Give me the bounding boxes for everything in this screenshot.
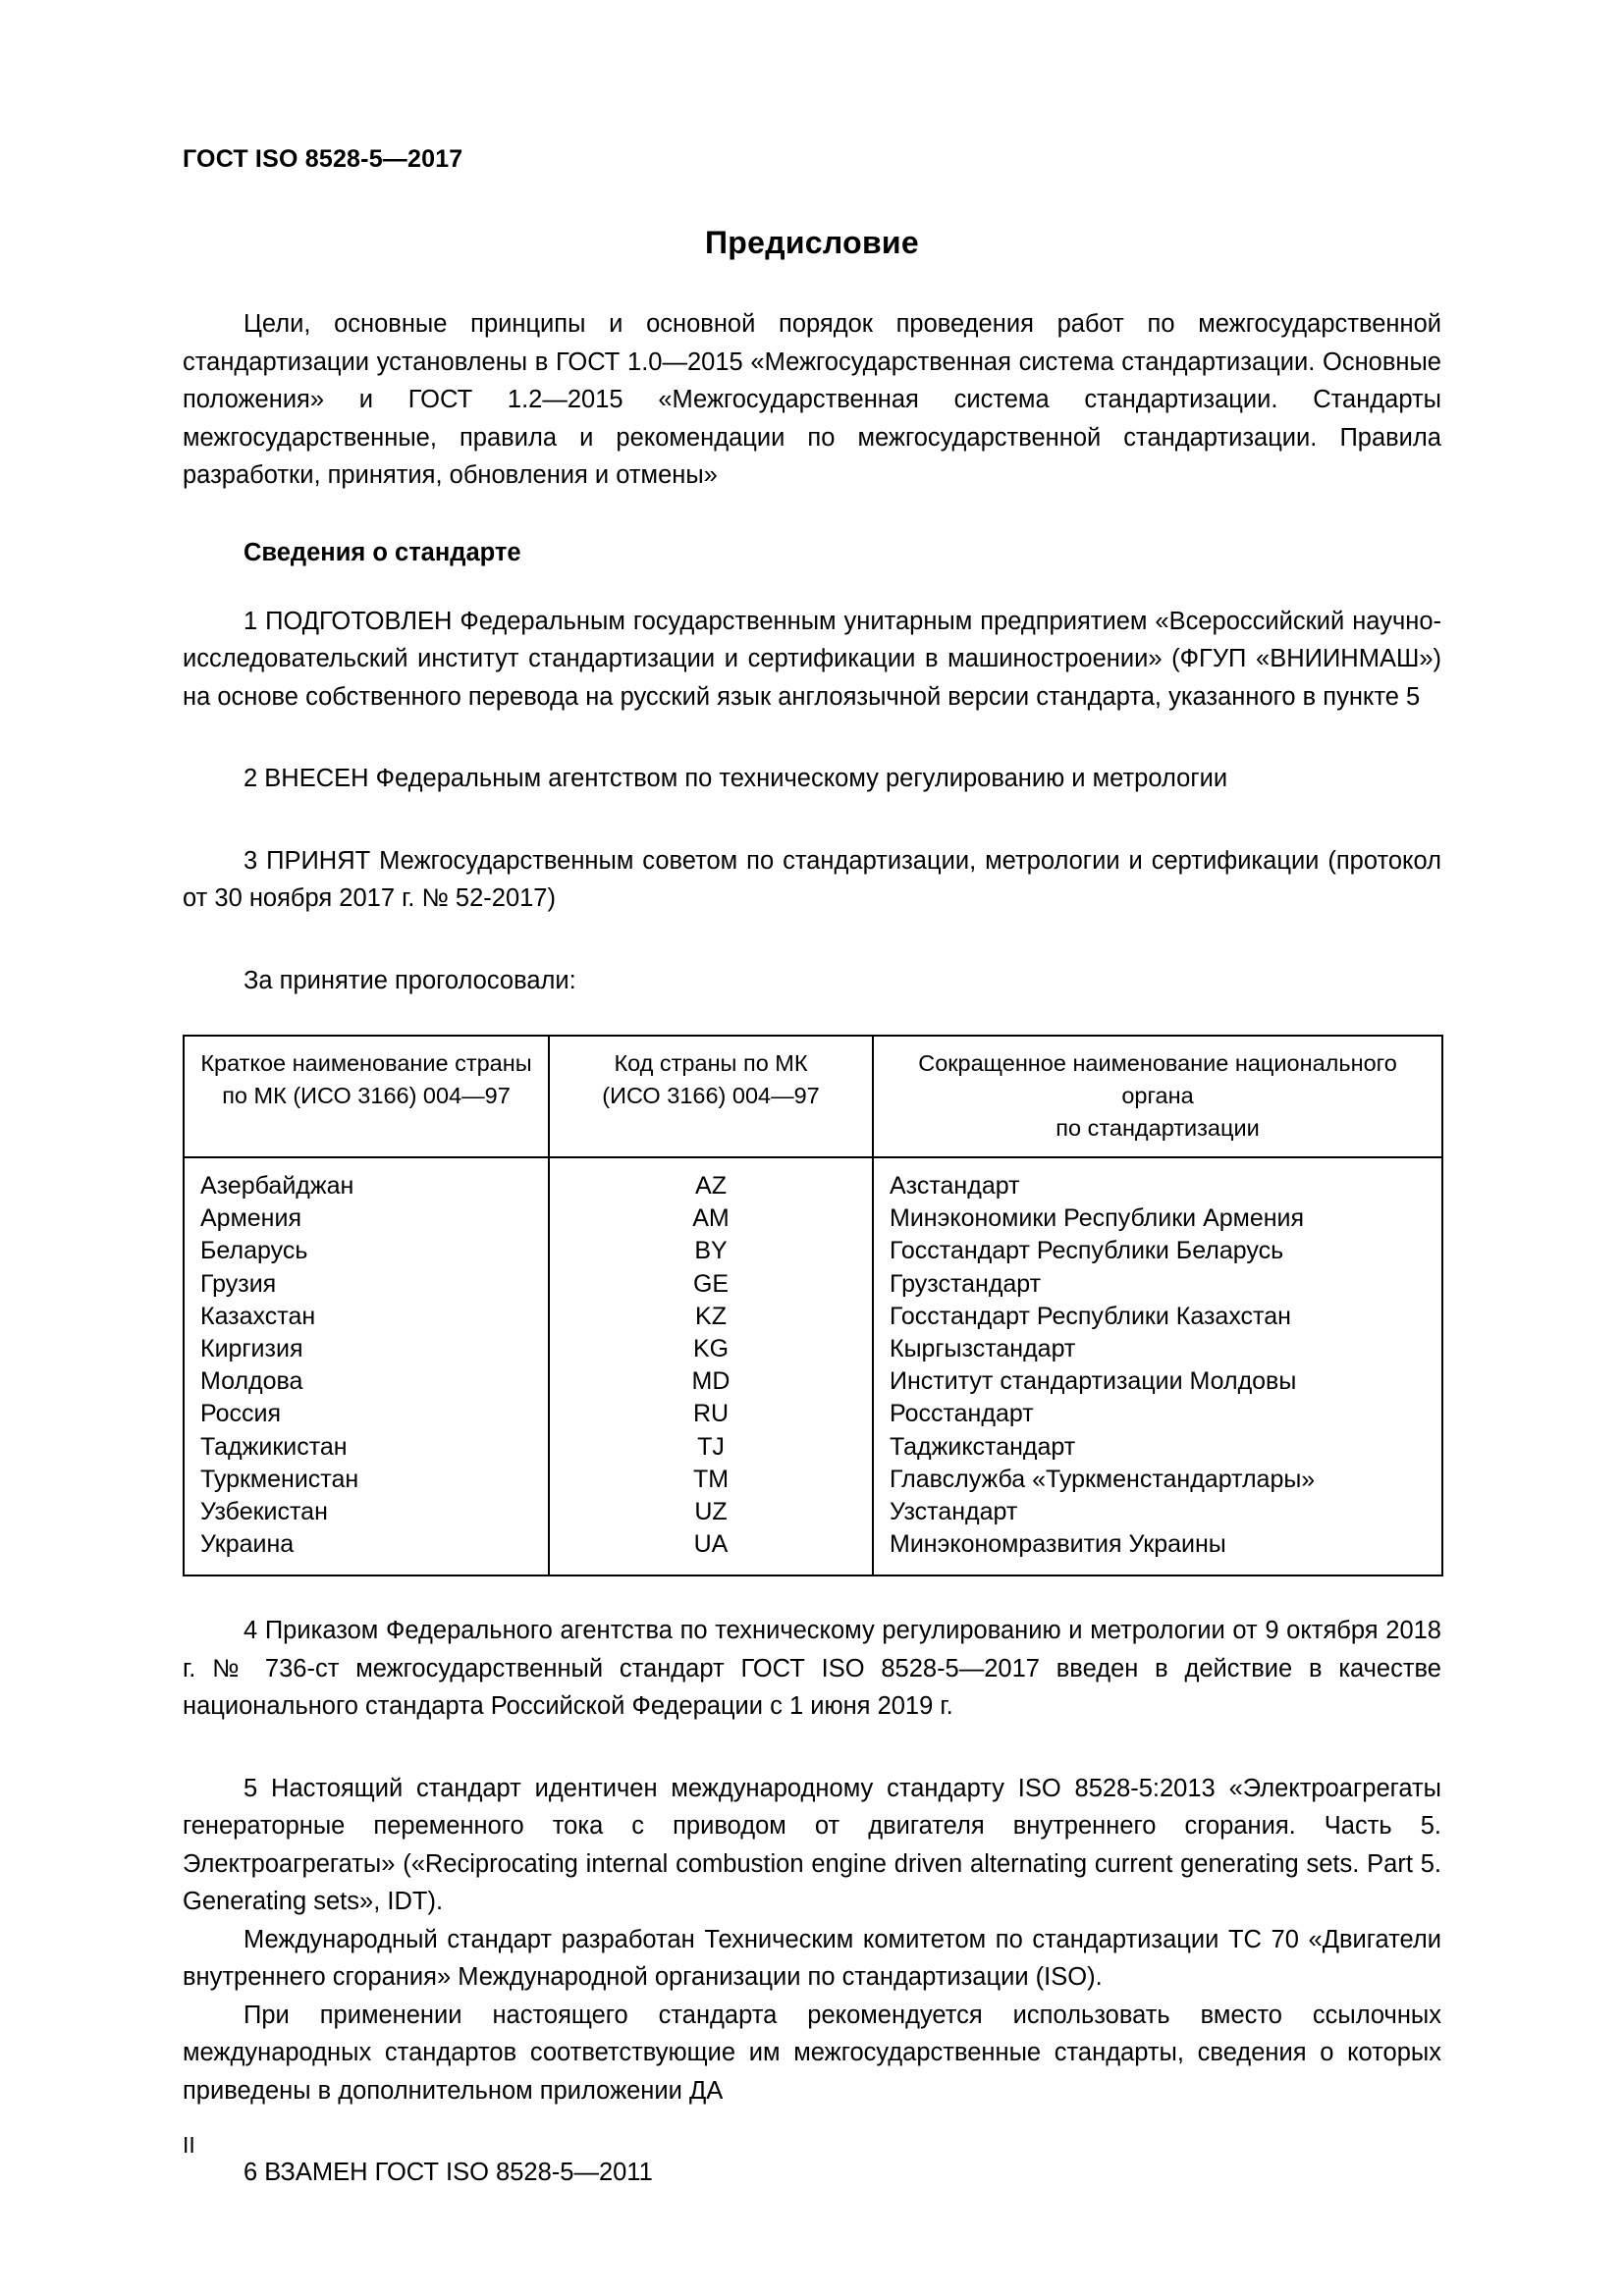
list-item: Грузстандарт: [890, 1269, 1042, 1298]
page-content: [183, 0, 1441, 2192]
vote-table-container: [183, 1035, 1441, 1576]
list-item: Украина: [200, 1530, 295, 1559]
column-header-country-name-line2: по МК (ИСО 3166) 004—97: [222, 1083, 511, 1108]
list-item: Институт стандартизации Молдовы: [890, 1367, 1297, 1396]
list-item: UZ: [694, 1498, 728, 1526]
detail-item-6: 6 ВЗАМЕН ГОСТ ISO 8528-5—2011: [244, 2159, 653, 2187]
column-header-country-code-line1: Код страны по МК: [614, 1050, 808, 1076]
list-item: Казахстан: [200, 1302, 316, 1330]
column-header-national-body-line2: по стандартизации: [1056, 1115, 1260, 1141]
country-code-list: [550, 1158, 872, 1575]
vote-intro-text: За принятие проголосовали:: [244, 966, 576, 994]
list-item: Туркменистан: [200, 1465, 359, 1493]
section-heading-standard-details: Сведения о стандарте: [244, 538, 521, 566]
vote-table-body: [184, 1157, 1442, 1575]
detail-item-1: 1 ПОДГОТОВЛЕН Федеральным государственным унитарным предприятием «Всероссийский научно-исследовательский институт стандартизации и сертификации в машиностроении» (ФГУП «ВНИИНМАШ») на основе собственного перевода на русский язык англоязычной версии стандарта, указанного в пункте 5: [183, 607, 1441, 711]
list-item: Азстандарт: [890, 1172, 1020, 1200]
list-item: KZ: [695, 1302, 727, 1330]
list-item: Беларусь: [200, 1237, 308, 1265]
vote-table: [183, 1035, 1443, 1576]
list-item: Госстандарт Республики Беларусь: [890, 1237, 1284, 1265]
list-item: BY: [694, 1237, 728, 1265]
column-header-national-body: [873, 1036, 1442, 1157]
list-item: Минэкономразвития Украины: [890, 1530, 1226, 1559]
list-item: Минэкономики Республики Армения: [890, 1204, 1305, 1233]
cell-national-bodies: [873, 1157, 1442, 1575]
country-name-list: [185, 1158, 548, 1575]
intro-paragraph: Цели, основные принципы и основной порядок проведения работ по межгосударственной стандартизации установлены в ГОСТ 1.0—2015 «Межгосударственная система стандартизации. Основные положения» и ГОСТ 1.2—2015 «Межгосударственная система стандартизации. Стандарты межгосударственные, правила и рекомендации по межгосударственной стандартизации. Правила разработки, принятия, обновления и отмены»: [183, 310, 1441, 489]
list-item: Узбекистан: [200, 1498, 328, 1526]
column-header-country-code-line2: (ИСО 3166) 004—97: [602, 1083, 820, 1108]
detail-item-5-note-1: Международный стандарт разработан Техническим комитетом по стандартизации ТС 70 «Двигатели внутреннего сгорания» Международной организации по стандартизации (ISO).: [183, 1925, 1441, 1992]
list-item: Узстандарт: [890, 1498, 1018, 1526]
list-item: Азербайджан: [200, 1172, 354, 1200]
cell-country-codes: [549, 1157, 873, 1575]
list-item: RU: [692, 1400, 730, 1428]
list-item: AM: [692, 1204, 730, 1233]
list-item: Таджикистан: [200, 1432, 348, 1461]
list-item: Таджикстандарт: [890, 1432, 1076, 1461]
list-item: AZ: [695, 1172, 727, 1200]
detail-item-2: 2 ВНЕСЕН Федеральным агентством по техническому регулированию и метрологии: [244, 765, 1228, 792]
list-item: Россия: [200, 1400, 281, 1428]
column-header-country-code: [549, 1036, 873, 1157]
list-item: KG: [692, 1335, 730, 1363]
list-item: Армения: [200, 1204, 301, 1233]
list-item: TJ: [697, 1432, 725, 1461]
list-item: MD: [691, 1367, 731, 1396]
page-number: II: [183, 2132, 195, 2158]
list-item: Кыргызстандарт: [890, 1335, 1076, 1363]
document-header-standard-number: ГОСТ ISO 8528-5—2017: [183, 145, 463, 173]
list-item: TM: [692, 1465, 730, 1493]
column-header-country-name: [184, 1036, 549, 1157]
list-item: Госстандарт Республики Казахстан: [890, 1302, 1291, 1330]
detail-item-3: 3 ПРИНЯТ Межгосударственным советом по стандартизации, метрологии и сертификации (протокол от 30 ноября 2017 г. № 52-2017): [183, 846, 1441, 912]
cell-country-names: [184, 1157, 549, 1575]
national-body-list: [874, 1158, 1441, 1575]
column-header-country-name-line1: Краткое наименование страны: [200, 1050, 532, 1076]
detail-item-5: 5 Настоящий стандарт идентичен международному стандарту ISO 8528-5:2013 «Электроагрегаты генераторные переменного тока с приводом от двигателя внутреннего сгорания. Часть 5. Электроагрегаты» («Reciprocating internal combustion engine driven alternating current generating sets. Part 5. Generating sets», IDT).: [183, 1774, 1441, 1916]
page-title: Предисловие: [704, 225, 920, 260]
detail-item-4: 4 Приказом Федерального агентства по техническому регулированию и метрологии от 9 октября 2018 г. № 736-ст межгосударственный стандарт ГОСТ ISO 8528-5—2017 введен в действие в качестве национального стандарта Российской Федерации с 1 июня 2019 г.: [183, 1617, 1441, 1721]
list-item: GE: [692, 1269, 730, 1298]
list-item: UA: [693, 1530, 729, 1559]
list-item: Главслужба «Туркменстандартлары»: [890, 1465, 1316, 1493]
vote-table-header-row: [184, 1036, 1442, 1157]
list-item: Росстандарт: [890, 1400, 1034, 1428]
detail-item-5-note-2: При применении настоящего стандарта рекомендуется использовать вместо ссылочных международных стандартов соответствующие им межгосударственные стандарты, сведения о которых приведены в дополнительном приложении ДА: [183, 2001, 1441, 2105]
vote-table-head: [184, 1036, 1442, 1157]
list-item: Молдова: [200, 1367, 303, 1396]
column-header-national-body-line1: Сокращенное наименование национального органа: [918, 1050, 1397, 1108]
table-row: [184, 1157, 1442, 1575]
list-item: Грузия: [200, 1269, 277, 1298]
list-item: Киргизия: [200, 1335, 303, 1363]
